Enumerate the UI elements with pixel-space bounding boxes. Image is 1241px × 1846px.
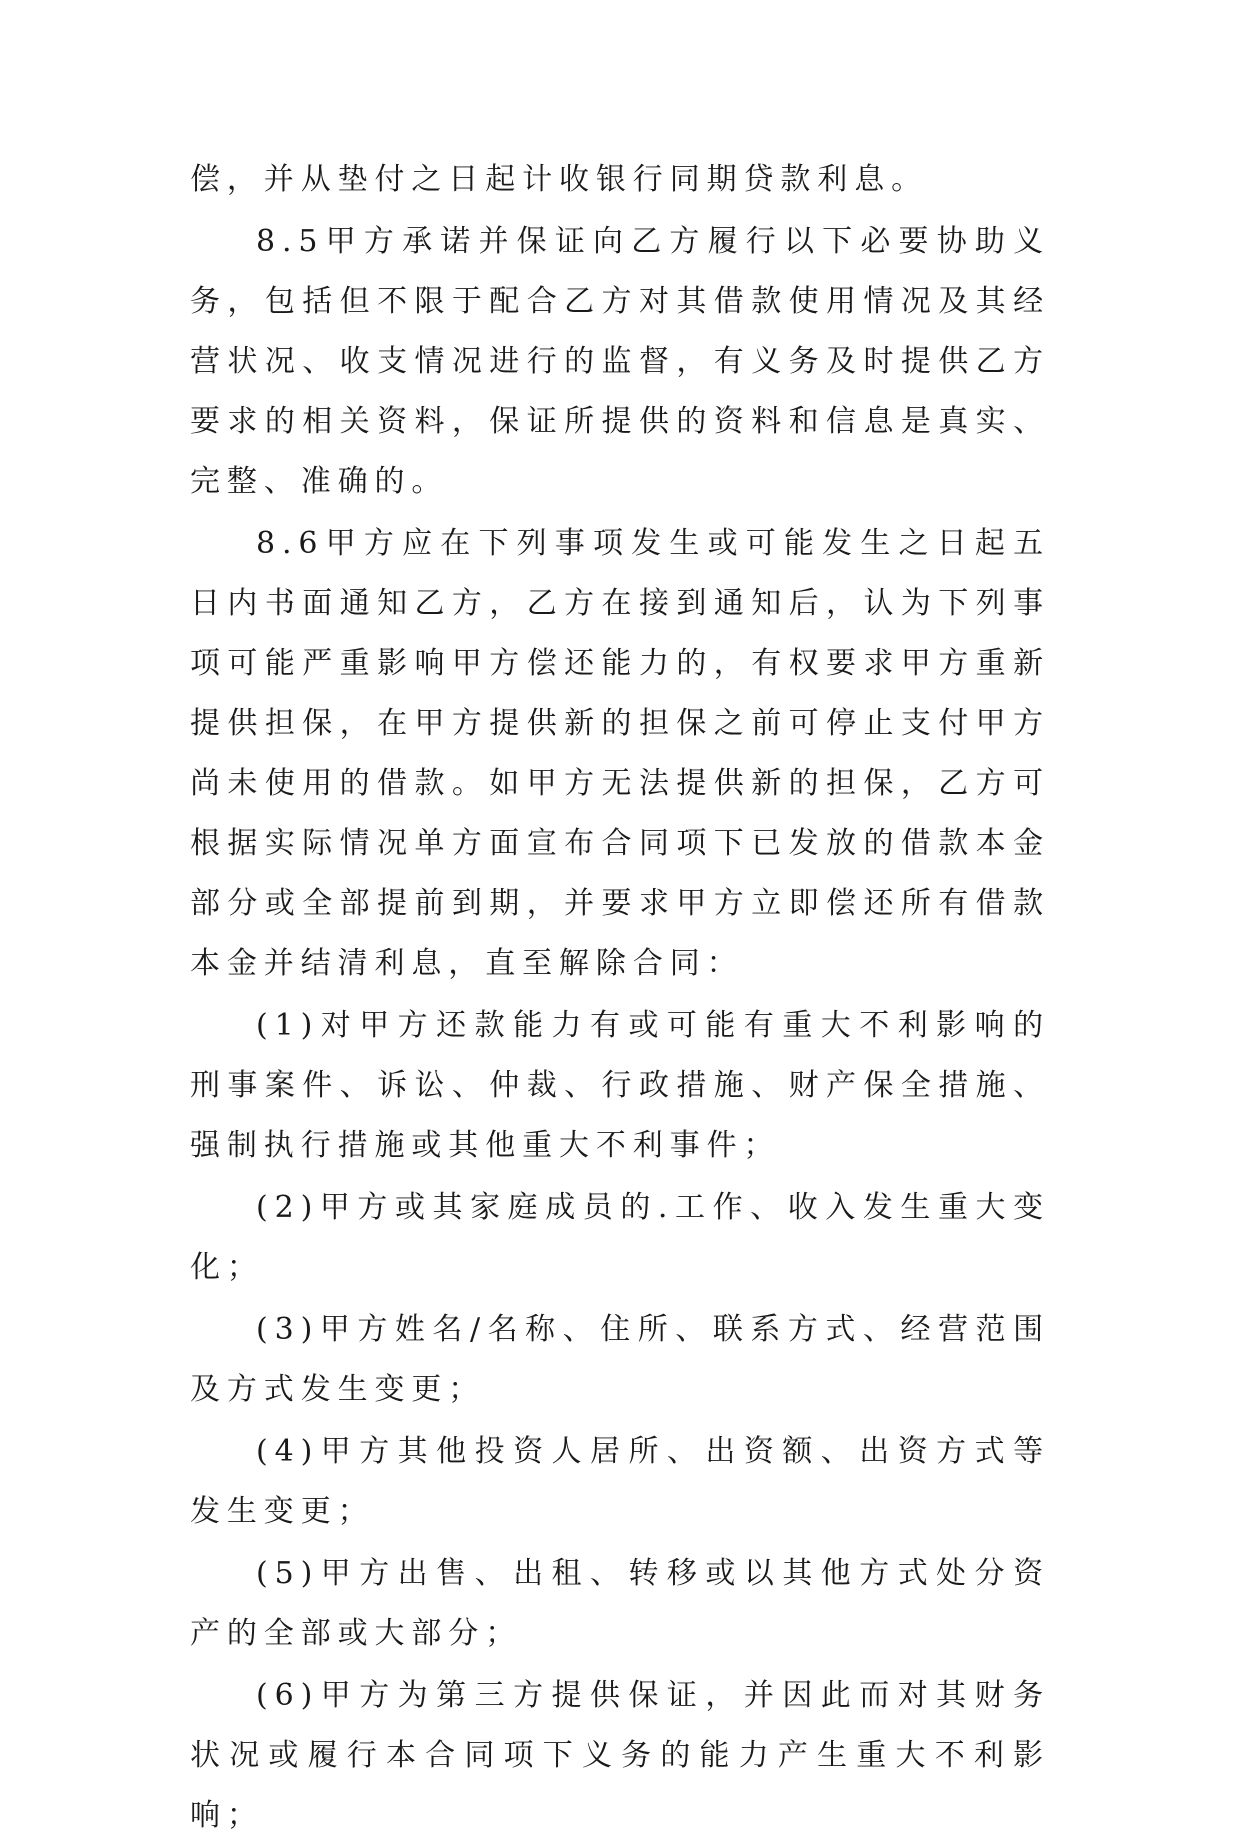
paragraph-clause-8-5: 8.5甲方承诺并保证向乙方履行以下必要协助义务，包括但不限于配合乙方对其借款使用情况及其经营状况、收支情况进行的监督，有义务及时提供乙方要求的相关资料，保证所提供的资料和信息是真实、完整、准确的。 — [190, 224, 1050, 499]
paragraph-continuation: 偿，并从垫付之日起计收银行同期贷款利息。 — [190, 162, 928, 197]
list-item-5: (5)甲方出售、出租、转移或以其他方式处分资产的全部或大部分； — [190, 1556, 1050, 1651]
list-item-6: (6)甲方为第三方提供保证，并因此而对其财务状况或履行本合同项下义务的能力产生重大不利影响； — [190, 1678, 1050, 1833]
list-item-4: (4)甲方其他投资人居所、出资额、出资方式等发生变更； — [190, 1434, 1050, 1529]
list-item-2: (2)甲方或其家庭成员的.工作、收入发生重大变化； — [190, 1190, 1050, 1285]
paragraph-clause-8-6: 8.6甲方应在下列事项发生或可能发生之日起五日内书面通知乙方，乙方在接到通知后，认为下列事项可能严重影响甲方偿还能力的，有权要求甲方重新提供担保，在甲方提供新的担保之前可停止支付甲方尚未使用的借款。如甲方无法提供新的担保，乙方可根据实际情况单方面宣布合同项下已发放的借款本金部分或全部提前到期，并要求甲方立即偿还所有借款本金并结清利息，直至解除合同： — [190, 526, 1050, 981]
document-body — [190, 150, 1050, 1846]
list-item-1: (1)对甲方还款能力有或可能有重大不利影响的刑事案件、诉讼、仲裁、行政措施、财产保全措施、强制执行措施或其他重大不利事件； — [190, 1008, 1050, 1163]
list-item-3: (3)甲方姓名/名称、住所、联系方式、经营范围及方式发生变更； — [190, 1312, 1050, 1407]
